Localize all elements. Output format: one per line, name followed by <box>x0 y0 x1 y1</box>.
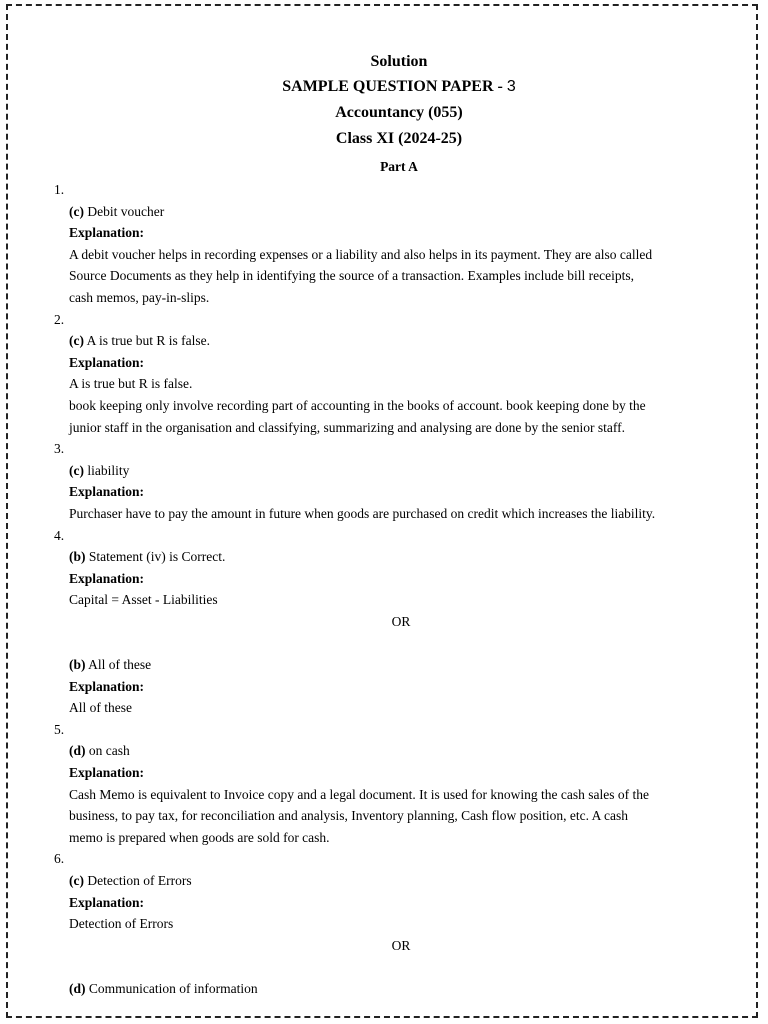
explanation-line: cash memos, pay-in-slips. <box>69 289 210 305</box>
question-number: 5. <box>54 721 65 737</box>
question-number: 4. <box>54 527 65 543</box>
explanation-line: A debit voucher helps in recording expenses or a liability and also helps in its payment. They are also called <box>69 246 653 262</box>
explanation-label: Explanation: <box>69 354 145 370</box>
answer-option: (c) <box>69 203 84 219</box>
explanation-line: Cash Memo is equivalent to Invoice copy and a legal document. It is used for knowing the cash sales of the <box>69 786 649 802</box>
explanation-line: book keeping only involve recording part of accounting in the books of account. book keeping done by the <box>69 397 646 413</box>
spacer <box>0 632 768 654</box>
explanation-label: Explanation: <box>69 225 145 241</box>
explanation-label: Explanation: <box>69 484 145 500</box>
or-separator: OR <box>391 937 411 953</box>
answer-line <box>0 330 768 352</box>
answer-line <box>0 201 768 223</box>
explanation-line: junior staff in the organisation and classifying, summarizing and analysing are done by the senior staff. <box>69 419 625 435</box>
explanation-line: All of these <box>69 700 132 716</box>
answer-line <box>0 978 768 1000</box>
paper-title <box>15 78 768 96</box>
explanation-line: Detection of Errors <box>69 916 174 932</box>
explanation-line: Source Documents as they help in identifying the source of a transaction. Examples include bill receipts, <box>69 268 634 284</box>
question-number: 3. <box>54 441 65 457</box>
question-number: 6. <box>54 851 65 867</box>
answer-line <box>0 460 768 482</box>
explanation-line: Capital = Asset - Liabilities <box>69 592 218 608</box>
solution-heading: Solution <box>370 53 428 70</box>
answer-option: (c) <box>69 462 84 478</box>
part-heading: Part A <box>380 159 418 174</box>
answer-option: (c) <box>69 873 84 888</box>
answer-line <box>0 740 768 762</box>
solutions-body <box>0 179 768 1000</box>
answer-text: on cash <box>88 743 130 759</box>
explanation-line: business, to pay tax, for reconciliation and analysis, Inventory planning, Cash flow position, etc. A cash <box>69 808 629 824</box>
explanation-label: Explanation: <box>69 765 145 781</box>
answer-line <box>0 654 768 676</box>
question-number: 2. <box>54 311 65 327</box>
answer-text: Communication of information <box>88 980 258 996</box>
explanation-label: Explanation: <box>69 894 145 910</box>
question-number: 1. <box>54 182 65 197</box>
answer-line <box>0 870 768 892</box>
spacer <box>0 956 768 978</box>
answer-option: (b) <box>69 549 86 565</box>
explanation-line: Purchaser have to pay the amount in future when goods are purchased on credit which increases the liability. <box>69 505 656 521</box>
answer-line <box>0 546 768 568</box>
answer-option: (d) <box>69 980 86 996</box>
answer-text: All of these <box>88 657 152 673</box>
paper-title-text: SAMPLE QUESTION PAPER - <box>282 78 503 95</box>
class-heading: Class XI (2024-25) <box>335 130 463 147</box>
subject-heading: Accountancy (055) <box>335 104 463 121</box>
paper-number: 3 <box>506 78 516 95</box>
answer-text: A is true but R is false. <box>86 333 210 349</box>
explanation-line: A is true but R is false. <box>69 376 193 392</box>
answer-text: Debit voucher <box>87 203 165 219</box>
explanation-label: Explanation: <box>69 678 145 694</box>
answer-option: (b) <box>69 657 86 673</box>
answer-text: Statement (iv) is Correct. <box>88 549 226 565</box>
answer-option: (d) <box>69 743 86 759</box>
answer-text: liability <box>87 462 130 478</box>
explanation-line: memo is prepared when goods are sold for cash. <box>69 829 330 845</box>
or-separator: OR <box>391 613 411 629</box>
answer-text: Detection of Errors <box>87 873 192 888</box>
answer-option: (c) <box>69 333 84 349</box>
explanation-label: Explanation: <box>69 570 145 586</box>
